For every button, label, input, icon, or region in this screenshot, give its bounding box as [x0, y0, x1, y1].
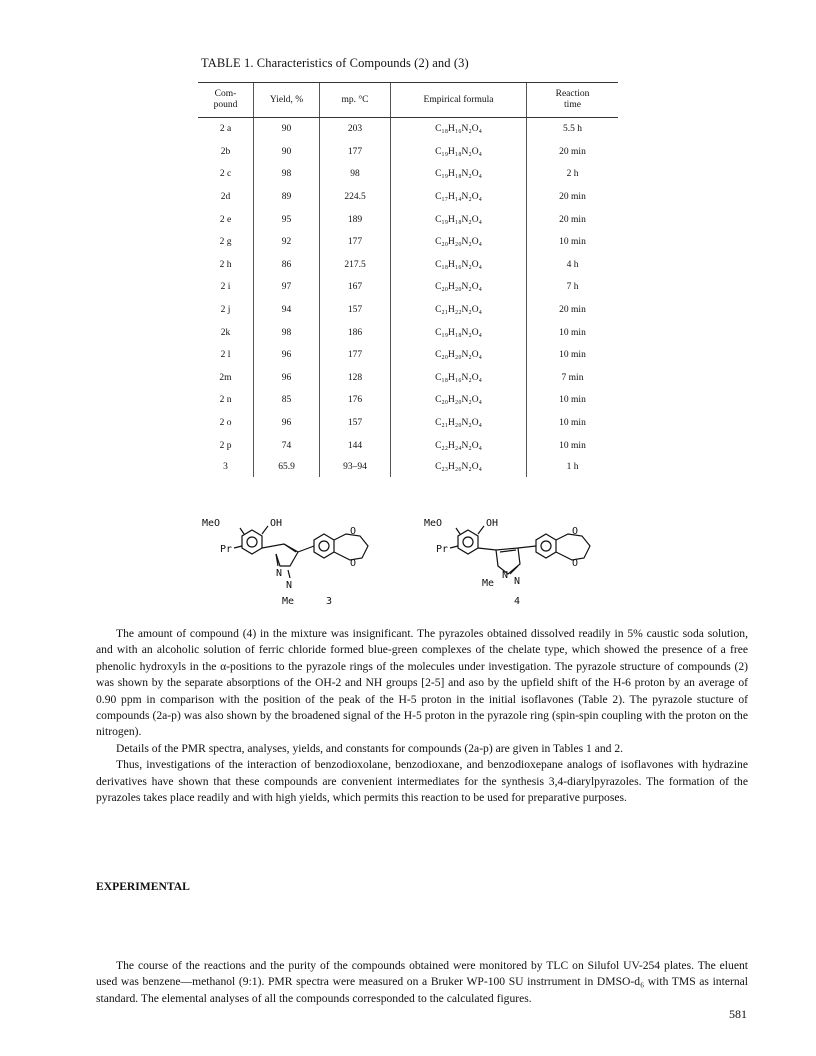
table-cell: 20 min — [527, 141, 619, 164]
table-cell: 224.5 — [320, 186, 391, 209]
chemical-structures — [200, 512, 620, 612]
table-cell: C₁₉H₁₈N₂O₄ — [391, 163, 527, 186]
table-cell: 2 h — [527, 163, 619, 186]
table-cell: 2 i — [220, 282, 231, 293]
right-oh-label: OH — [486, 518, 499, 529]
table-cell: 20 min — [527, 299, 619, 322]
table-cell: C₂₁H₂₀N₂O₄ — [391, 412, 527, 435]
table-cell: 128 — [320, 367, 391, 390]
table-cell: 2 n — [219, 395, 232, 406]
left-n2-label: N — [286, 580, 293, 591]
table-cell: 10 min — [527, 231, 619, 254]
table-cell: 177 — [320, 141, 391, 164]
table-cell: 189 — [320, 208, 391, 231]
table-cell: 96 — [254, 344, 320, 367]
table-cell: 176 — [320, 389, 391, 412]
header-yield: Yield, % — [254, 83, 320, 118]
right-compound-number: 4 — [514, 596, 521, 607]
table-cell: 2 j — [220, 305, 231, 316]
table-cell: 5.5 h — [527, 118, 619, 141]
left-compound-number: 3 — [326, 596, 333, 607]
table-row — [198, 299, 618, 322]
table-row — [198, 186, 618, 209]
table-row — [198, 276, 618, 299]
table-row — [198, 254, 618, 277]
table-cell: 2 o — [219, 418, 232, 429]
table-row — [198, 321, 618, 344]
table-cell: 65.9 — [254, 457, 320, 477]
table-cell: 10 min — [527, 434, 619, 457]
table-cell: 2 c — [219, 169, 232, 180]
paragraph: The course of the reactions and the purity of the compounds obtained were monitored by TLC on Silufol UV-254 plates. The eluent used was benzene—methanol (9:1). PMR spectra were measured on a Bruker WP-100 SU instrrument in DMSO-d₆ with TMS as internal standard. The elemental analyses of all the compounds corresponded to the calculated figures. — [96, 959, 748, 1005]
table-cell: 2 g — [219, 237, 232, 248]
table-cell: 144 — [320, 434, 391, 457]
left-me-label: Me — [282, 596, 295, 607]
table-cell: C₁₉H₁₈N₂O₄ — [391, 321, 527, 344]
right-o-bottom-label: O — [572, 558, 579, 569]
table-row — [198, 389, 618, 412]
table-cell: C₁₈H₁₆N₂O₄ — [391, 254, 527, 277]
table-cell: 177 — [320, 231, 391, 254]
table-cell: 85 — [254, 389, 320, 412]
table-cell: 1 h — [527, 457, 619, 477]
section-heading-experimental: EXPERIMENTAL — [96, 880, 190, 893]
table-row — [198, 141, 618, 164]
table-cell: 2 l — [220, 350, 231, 361]
left-o-bottom-label: O — [350, 558, 357, 569]
table-row — [198, 118, 618, 141]
table-cell: 217.5 — [320, 254, 391, 277]
table-cell: C₁₈H₁₆N₂O₄ — [391, 367, 527, 390]
right-me-label: Me — [482, 578, 495, 589]
table-cell: 2 p — [219, 440, 232, 451]
table-cell: 203 — [320, 118, 391, 141]
right-meo-label: MeO — [424, 518, 443, 529]
table-cell: 86 — [254, 254, 320, 277]
table-cell: 2k — [220, 327, 231, 338]
table-cell: 95 — [254, 208, 320, 231]
left-o-top-label: O — [350, 526, 357, 537]
table-cell: 4 h — [527, 254, 619, 277]
paragraph: Details of the PMR spectra, analyses, yields, and constants for compounds (2a-p) are given in Tables 1 and 2. — [116, 741, 624, 755]
table-row — [198, 367, 618, 390]
table-cell: C₂₃H₂₆N₂O₄ — [391, 457, 527, 477]
left-meo-label: MeO — [202, 518, 221, 529]
header-compound: Com- pound — [198, 83, 254, 118]
table-cell: 98 — [254, 163, 320, 186]
table-cell: C₁₈H₁₆N₂O₄ — [391, 118, 527, 141]
table-cell: 2 a — [219, 124, 232, 135]
left-oh-label: OH — [270, 518, 283, 529]
table-cell: 96 — [254, 412, 320, 435]
table-cell: C₂₁H₂₂N₂O₄ — [391, 299, 527, 322]
table-cell: 92 — [254, 231, 320, 254]
structure-diagram — [200, 512, 620, 612]
table-cell: C₂₀H₂₀N₂O₄ — [391, 344, 527, 367]
experimental-text — [96, 958, 748, 1007]
right-n1-label: N — [502, 570, 509, 581]
table-cell: 10 min — [527, 389, 619, 412]
table-body — [198, 118, 618, 477]
table-cell: C₂₂H₂₄N₂O₄ — [391, 434, 527, 457]
header-formula: Empirical formula — [391, 83, 527, 118]
table-cell: C₁₇H₁₄N₂O₄ — [391, 186, 527, 209]
table-cell: 157 — [320, 299, 391, 322]
table-cell: 7 h — [527, 276, 619, 299]
table-cell: 20 min — [527, 186, 619, 209]
left-pr-label: Pr — [220, 544, 233, 555]
table-cell: 98 — [320, 163, 391, 186]
table-cell: 90 — [254, 118, 320, 141]
table-row — [198, 412, 618, 435]
table-cell: 7 min — [527, 367, 619, 390]
table-cell: C₂₀H₂₀N₂O₄ — [391, 231, 527, 254]
characteristics-table — [198, 82, 618, 477]
body-text — [96, 626, 748, 806]
table-cell: 2d — [220, 192, 231, 203]
table-cell: 2 e — [219, 214, 232, 225]
table-cell: 10 min — [527, 321, 619, 344]
table-cell: 97 — [254, 276, 320, 299]
right-o-top-label: O — [572, 526, 579, 537]
table-cell: 20 min — [527, 208, 619, 231]
table-cell: 2m — [219, 372, 232, 383]
table-cell: 177 — [320, 344, 391, 367]
right-pr-label: Pr — [436, 544, 449, 555]
table-row — [198, 457, 618, 477]
table-cell: 89 — [254, 186, 320, 209]
table-cell: 94 — [254, 299, 320, 322]
table-header-row — [198, 83, 618, 118]
table-cell: 157 — [320, 412, 391, 435]
right-n2-label: N — [514, 576, 521, 587]
table-cell: 96 — [254, 367, 320, 390]
table-cell: 10 min — [527, 412, 619, 435]
table-cell: C₂₀H₂₀N₂O₄ — [391, 276, 527, 299]
table-cell: 186 — [320, 321, 391, 344]
table-row — [198, 208, 618, 231]
header-mp: mp. °C — [320, 83, 391, 118]
table-cell: 90 — [254, 141, 320, 164]
table-cell: C₂₀H₂₀N₂O₄ — [391, 389, 527, 412]
table-row — [198, 344, 618, 367]
table-cell: 10 min — [527, 344, 619, 367]
table-caption: TABLE 1. Characteristics of Compounds (2) and (3) — [201, 56, 469, 70]
table-cell: C₁₉H₁₈N₂O₄ — [391, 141, 527, 164]
table-row — [198, 434, 618, 457]
paragraph: The amount of compound (4) in the mixture was insignificant. The pyrazoles obtained dissolved readily in 5% caustic soda solution, and with an alcoholic solution of ferric chloride formed blue-green complexes of the chelate type, which showed the presence of a free phenolic hydroxyls in the α-positions to the pyrazole rings of the molecules under investigation. The pyrazole structure of compounds (2) was shown by the separate absorptions of the OH-2 and NH groups [2-5] and aso by the upfield shift of the H-6 proton by an average of 0.90 ppm in comparison with the position of the peak of the H-5 proton in the initial isoflavones (Table 2). The pyrazole stucture of compounds (2a-p) was also shown by the broadened signal of the H-5 proton in the pyrazole ring (spin-spin coupling with the proton on the nitrogen). — [96, 627, 748, 739]
table-cell: 3 — [223, 461, 228, 472]
table-cell: 98 — [254, 321, 320, 344]
left-n1-label: N — [276, 568, 283, 579]
table-cell: 74 — [254, 434, 320, 457]
table-cell: 2b — [220, 146, 231, 157]
table-cell: C₁₉H₁₈N₂O₄ — [391, 208, 527, 231]
table-cell: 2 h — [219, 259, 232, 270]
table-cell: 167 — [320, 276, 391, 299]
paragraph: Thus, investigations of the interaction of benzodioxolane, benzodioxane, and benzodioxepane analogs of isoflavones with hydrazine derivatives have shown that these compounds are convenient intermediates for the synthesis 3,4-diarylpyrazoles. The formation of the pyrazoles takes place readily and with high yields, which permits this reaction to be used for preparative purposes. — [96, 758, 748, 805]
table-cell: 93–94 — [320, 457, 391, 477]
header-reaction-time: Reaction time — [527, 83, 619, 118]
table-row — [198, 163, 618, 186]
page-number: 581 — [729, 1007, 747, 1021]
table-row — [198, 231, 618, 254]
